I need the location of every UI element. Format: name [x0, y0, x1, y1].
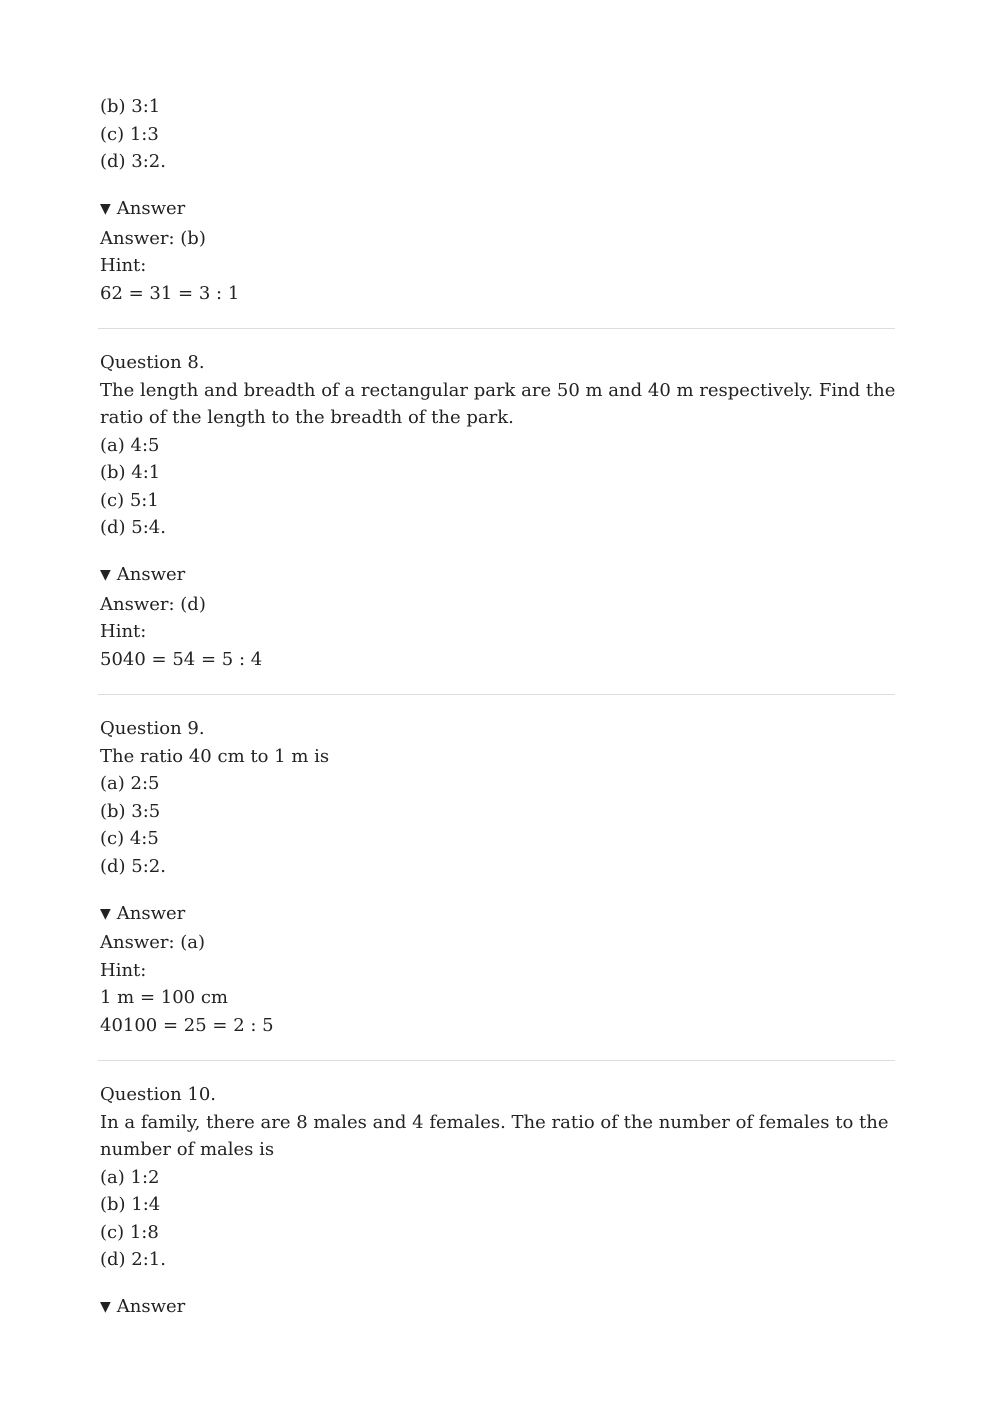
triangle-down-icon: ▼ [100, 1299, 111, 1315]
answer-text: Answer: (d) [100, 593, 206, 615]
triangle-down-icon: ▼ [100, 201, 111, 217]
answer-option: (a) 4:5 [100, 434, 160, 456]
hint-label: Hint: [100, 959, 147, 981]
triangle-down-icon: ▼ [100, 905, 111, 922]
spacer [100, 542, 893, 562]
hint-text: 1 m = 100 cm [100, 987, 228, 1008]
divider [98, 1060, 895, 1061]
document-page [100, 93, 896, 1323]
hint-text: 40100 = 25 = 2 : 5 [100, 1014, 274, 1036]
question-block [100, 349, 896, 673]
answer-option: (a) 1:2 [100, 1166, 160, 1188]
answer-option: (d) 5:4. [100, 517, 166, 538]
question-title: Question 10. [100, 1084, 217, 1105]
answer-toggle[interactable] [100, 900, 893, 930]
question-text: ratio of the length to the breadth of the park. [100, 407, 514, 428]
answer-toggle-label: Answer [116, 198, 186, 219]
answer-option: (c) 1:8 [100, 1221, 159, 1243]
question-text: The length and breadth of a rectangular park are 50 m and 40 m respectively. Find the [100, 379, 896, 401]
hint-label: Hint: [100, 621, 147, 642]
answer-option: (d) 2:1. [100, 1249, 166, 1270]
answer-toggle-label: Answer [116, 1296, 186, 1317]
answer-toggle-label: Answer [116, 902, 186, 924]
answer-option: (d) 3:2. [100, 151, 166, 172]
answer-option: (b) 1:4 [100, 1194, 161, 1215]
answer-toggle-label: Answer [116, 564, 186, 585]
spacer [100, 176, 893, 196]
hint-label: Hint: [100, 255, 147, 276]
answer-option: (b) 3:5 [100, 800, 161, 822]
answer-option: (c) 5:1 [100, 489, 159, 511]
answer-text: Answer: (a) [100, 932, 206, 953]
triangle-down-icon: ▼ [100, 567, 111, 583]
divider [98, 694, 895, 695]
question-text: The ratio 40 cm to 1 m is [100, 745, 330, 767]
divider [98, 328, 895, 329]
answer-option: (d) 5:2. [100, 855, 166, 877]
question-block [100, 715, 893, 1039]
answer-toggle[interactable] [100, 195, 893, 225]
question-text: number of males is [100, 1139, 275, 1160]
question-block [100, 1081, 893, 1323]
answer-option: (c) 1:3 [100, 123, 159, 145]
hint-text: 62 = 31 = 3 : 1 [100, 282, 240, 304]
question-text: In a family, there are 8 males and 4 females. The ratio of the number of females to the [100, 1111, 889, 1133]
answer-option: (b) 3:1 [100, 96, 161, 117]
answer-option: (b) 4:1 [100, 462, 161, 483]
hint-text: 5040 = 54 = 5 : 4 [100, 648, 263, 670]
spacer [100, 880, 893, 900]
answer-toggle[interactable] [100, 561, 893, 591]
answer-option: (a) 2:5 [100, 773, 160, 794]
question-title: Question 9. [100, 718, 205, 739]
question-block [100, 93, 893, 307]
question-title: Question 8. [100, 352, 205, 373]
spacer [100, 1274, 893, 1294]
answer-toggle[interactable] [100, 1293, 893, 1323]
answer-text: Answer: (b) [100, 227, 206, 249]
answer-option: (c) 4:5 [100, 828, 159, 849]
